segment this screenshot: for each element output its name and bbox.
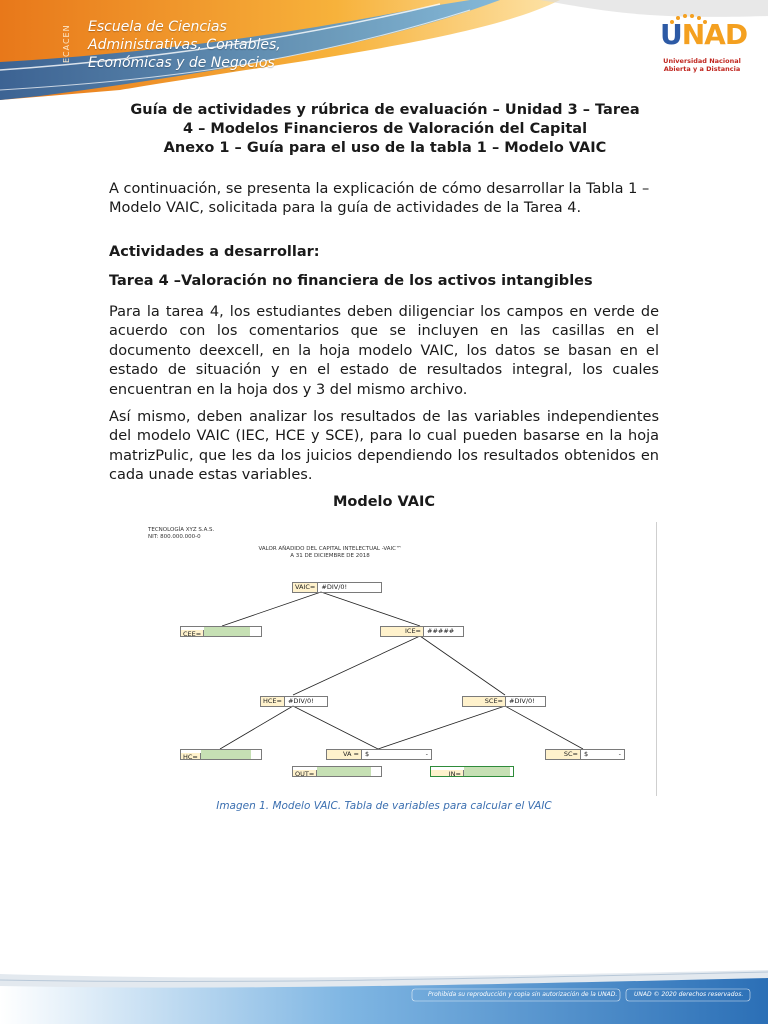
- figure-company: TECNOLOGÍA XYZ S.A.S. NIT: 800.000.000-0: [148, 527, 215, 540]
- ice-cell: ICE= #####: [380, 626, 464, 637]
- intro-paragraph: A continuación, se presenta la explicación de cómo desarrollar la Tabla 1 – Modelo VAIC, solicitada para la guía de actividades de la Tarea 4.: [109, 181, 650, 216]
- sce-cell: SCE= #DIV/0!: [462, 696, 546, 707]
- school-name: [88, 18, 281, 72]
- body-paragraph: Así mismo, deben analizar los resultados de las variables independientes del modelo VAIC (IEC, HCE y SCE), para lo cual pueden basarse en la hoja matrizPulic, que les da los juicios dependiendo los resultados obtenidos en cada unade estas variables.: [109, 409, 659, 484]
- logo-subtitle: Universidad Nacional Abierta y a Distancia: [663, 57, 741, 73]
- unad-logo: [660, 14, 748, 80]
- school-line: Escuela de Ciencias: [88, 19, 227, 35]
- hce-cell: HCE= #DIV/0!: [260, 696, 328, 707]
- body-paragraph: Para la tarea 4, los estudiantes deben diligenciar los campos en verde de acuerdo con los comentarios que se incluyen en las casillas en el documento deexcell, en la hoja modelo VAIC, los datos se basan en el estado de situación y en el estado de resultados integral, los cuales encuentran en la hoja dos y 3 del mismo archivo.: [109, 304, 659, 398]
- page-footer: [0, 960, 768, 1024]
- logo-wordmark: UNAD: [660, 18, 748, 51]
- out-cell: OUT=: [292, 766, 382, 777]
- footer-notice: Prohibida su reproducción y copia sin autorización de la UNAD.: [428, 991, 618, 998]
- figure-title: Modelo VAIC: [332, 494, 436, 510]
- task-heading: Tarea 4 –Valoración no financiera de los activos intangibles: [109, 273, 593, 289]
- school-line: Administrativas, Contables,: [88, 37, 281, 53]
- page-header: [0, 0, 768, 100]
- school-line: Económicas y de Negocios: [88, 55, 275, 71]
- cee-cell: CEE=: [180, 626, 262, 637]
- activities-heading: Actividades a desarrollar:: [109, 244, 320, 260]
- in-cell: IN=: [430, 766, 514, 777]
- figure-border: [656, 522, 657, 796]
- school-acronym: ECACEN: [62, 24, 71, 64]
- va-cell: VA = $ -: [326, 749, 432, 760]
- hc-cell: HC=: [180, 749, 262, 760]
- figure-heading: VALOR AÑADIDO DEL CAPITAL INTELECTUAL -VAIC™ A 31 DE DICIEMBRE DE 2018: [258, 546, 402, 559]
- sc-cell: SC= $ -: [545, 749, 625, 760]
- figure-caption: Imagen 1. Modelo VAIC. Tabla de variables para calcular el VAIC: [216, 800, 552, 812]
- document-title: Guía de actividades y rúbrica de evaluación – Unidad 3 – Tarea 4 – Modelos Financieros de Valoración del Capital Anexo 1 – Guía para el uso de la tabla 1 – Modelo VAIC: [130, 102, 640, 156]
- vaic-cell: VAIC= #DIV/0!: [292, 582, 382, 593]
- footer-copyright: UNAD © 2020 derechos reservados.: [634, 991, 744, 998]
